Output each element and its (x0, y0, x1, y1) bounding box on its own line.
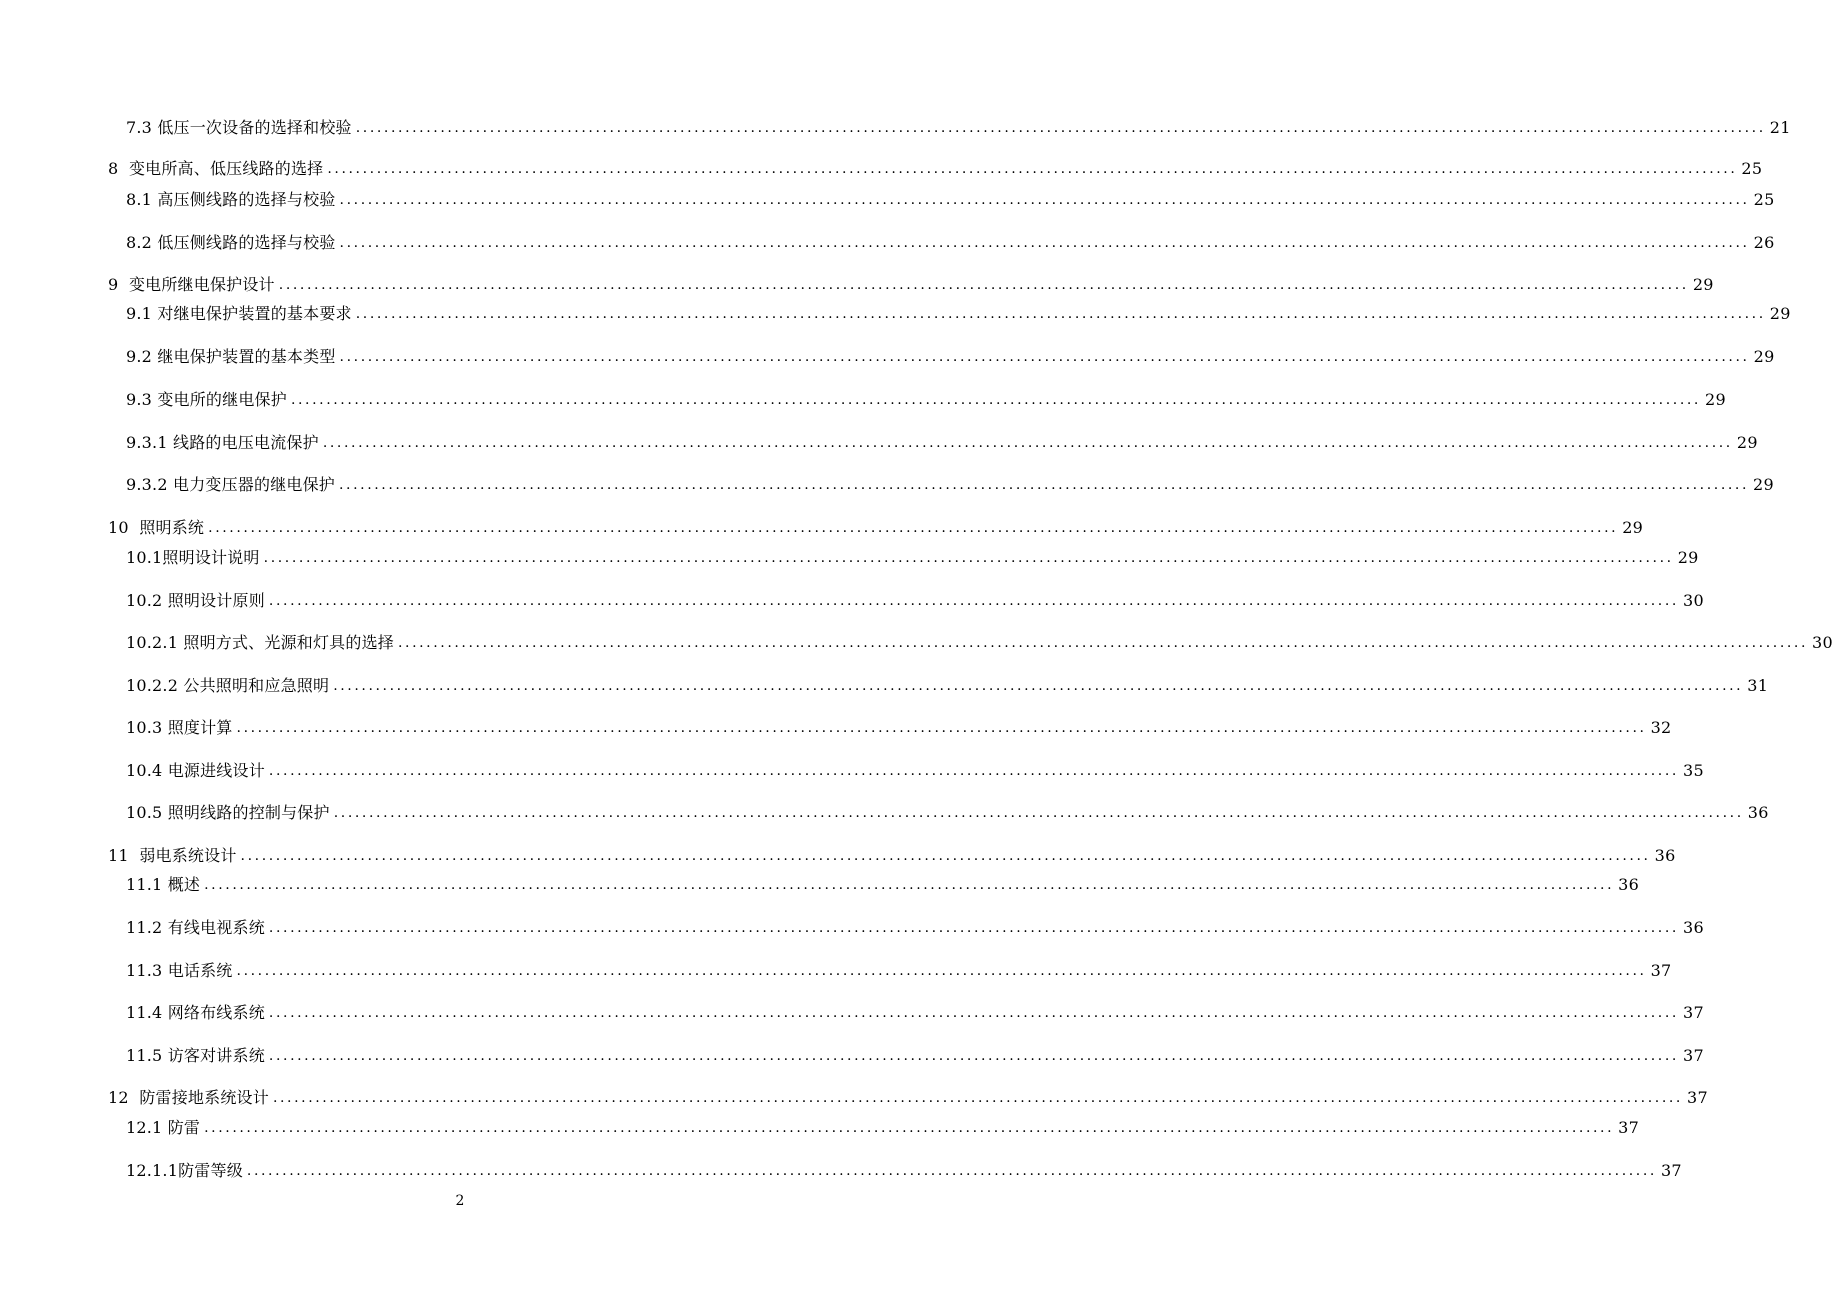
toc-entry-label: 9 变电所继电保护设计 (108, 275, 275, 294)
toc-entry[interactable] (126, 1042, 1704, 1066)
toc-entry-page: 30 (1682, 591, 1704, 610)
toc-entry-label: 7.3 低压一次设备的选择和校验 (126, 118, 352, 137)
toc-entry[interactable] (126, 957, 1672, 981)
toc-entry[interactable] (126, 343, 1775, 367)
toc-entry-page: 37 (1650, 961, 1672, 980)
toc-dot-leader: ........................................................................................................................................................................................................ (263, 550, 1674, 566)
toc-dot-leader: ........................................................................................................................................................................................................ (204, 877, 1615, 893)
toc-entry-label: 11.2 有线电视系统 (126, 918, 265, 937)
toc-dot-leader: ........................................................................................................................................................................................................ (272, 1090, 1683, 1106)
toc-dot-leader: ........................................................................................................................................................................................................ (397, 635, 1809, 651)
toc-dot-leader: ........................................................................................................................................................................................................ (268, 593, 1679, 609)
toc-entry-page: 36 (1618, 875, 1640, 894)
toc-entry-label: 12.1 防雷 (126, 1118, 201, 1137)
toc-entry[interactable] (126, 544, 1699, 568)
toc-dot-leader: ........................................................................................................................................................................................................ (278, 277, 1689, 293)
toc-entry-page: 29 (1677, 548, 1699, 567)
toc-entry-page: 35 (1682, 761, 1704, 780)
toc-entry[interactable] (126, 229, 1775, 253)
toc-entry-label: 11.1 概述 (126, 875, 201, 894)
toc-entry[interactable] (126, 1114, 1640, 1138)
toc-entry[interactable] (126, 871, 1640, 895)
toc-entry[interactable] (126, 757, 1704, 781)
toc-entry[interactable] (126, 471, 1775, 495)
toc-dot-leader: ........................................................................................................................................................................................................ (333, 678, 1744, 694)
toc-entry[interactable] (126, 186, 1775, 210)
toc-entry[interactable] (126, 587, 1704, 611)
toc-dot-leader: ........................................................................................................................................................................................................ (339, 192, 1750, 208)
toc-entry-page: 36 (1654, 846, 1676, 865)
toc-dot-leader: ........................................................................................................................................................................................................ (204, 1120, 1615, 1136)
toc-entry-label: 11 弱电系统设计 (108, 846, 237, 865)
toc-dot-leader: ........................................................................................................................................................................................................ (339, 477, 1750, 493)
toc-entry-label: 11.4 网络布线系统 (126, 1003, 265, 1022)
toc-entry-label: 10.1照明设计说明 (126, 548, 260, 567)
toc-entry[interactable] (108, 842, 1676, 866)
toc-dot-leader: ........................................................................................................................................................................................................ (268, 763, 1679, 779)
toc-entry-page: 36 (1747, 803, 1769, 822)
toc-entry-page: 29 (1736, 433, 1758, 452)
toc-entry-page: 29 (1769, 304, 1791, 323)
toc-entry-page: 30 (1812, 633, 1833, 652)
toc-dot-leader: ........................................................................................................................................................................................................ (268, 920, 1679, 936)
toc-dot-leader: ........................................................................................................................................................................................................ (355, 120, 1766, 136)
toc-entry-page: 31 (1747, 676, 1769, 695)
toc-entry-label: 8.1 高压侧线路的选择与校验 (126, 190, 336, 209)
toc-dot-leader: ........................................................................................................................................................................................................ (268, 1048, 1679, 1064)
toc-entry[interactable] (108, 1084, 1708, 1108)
toc-entry-label: 10.5 照明线路的控制与保护 (126, 803, 330, 822)
toc-entry-page: 25 (1753, 190, 1775, 209)
toc-entry-label: 9.3.2 电力变压器的继电保护 (126, 475, 335, 494)
toc-entry-label: 10.2.1 照明方式、光源和灯具的选择 (126, 633, 394, 652)
toc-entry-page: 37 (1660, 1161, 1682, 1180)
toc-entry-page: 36 (1682, 918, 1704, 937)
page-number: 2 (455, 1193, 465, 1209)
toc-dot-leader: ........................................................................................................................................................................................................ (240, 848, 1651, 864)
toc-dot-leader: ........................................................................................................................................................................................................ (333, 805, 1744, 821)
toc-dot-leader: ........................................................................................................................................................................................................ (268, 1005, 1679, 1021)
toc-dot-leader: ........................................................................................................................................................................................................ (339, 235, 1750, 251)
toc-entry-label: 9.2 继电保护装置的基本类型 (126, 347, 336, 366)
toc-dot-leader: ........................................................................................................................................................................................................ (327, 161, 1738, 177)
toc-entry-label: 11.3 电话系统 (126, 961, 233, 980)
toc-entry[interactable] (126, 672, 1769, 696)
toc-entry-page: 29 (1622, 518, 1644, 537)
toc-entry[interactable] (126, 300, 1791, 324)
toc-dot-leader: ........................................................................................................................................................................................................ (355, 306, 1766, 322)
toc-dot-leader: ........................................................................................................................................................................................................ (246, 1163, 1657, 1179)
toc-dot-leader: ........................................................................................................................................................................................................ (208, 520, 1619, 536)
toc-entry[interactable] (108, 514, 1644, 538)
toc-entry[interactable] (108, 271, 1714, 295)
toc-entry-page: 37 (1618, 1118, 1640, 1137)
toc-entry[interactable] (126, 714, 1672, 738)
toc-entry-label: 9.3 变电所的继电保护 (126, 390, 287, 409)
toc-entry[interactable] (126, 1157, 1682, 1181)
toc-entry-label: 10 照明系统 (108, 518, 205, 537)
toc-entry-label: 9.1 对继电保护装置的基本要求 (126, 304, 352, 323)
toc-entry-label: 10.2 照明设计原则 (126, 591, 265, 610)
toc-entry[interactable] (108, 155, 1763, 179)
toc-dot-leader: ........................................................................................................................................................................................................ (236, 963, 1647, 979)
toc-entry-label: 11.5 访客对讲系统 (126, 1046, 265, 1065)
toc-entry-page: 29 (1753, 347, 1775, 366)
toc-entry-label: 10.2.2 公共照明和应急照明 (126, 676, 330, 695)
toc-entry-page: 32 (1650, 718, 1672, 737)
toc-entry-page: 37 (1682, 1046, 1704, 1065)
toc-entry[interactable] (126, 914, 1704, 938)
toc-entry-label: 8.2 低压侧线路的选择与校验 (126, 233, 336, 252)
toc-entry[interactable] (126, 799, 1769, 823)
toc-entry-label: 12 防雷接地系统设计 (108, 1088, 269, 1107)
toc-entry-page: 37 (1686, 1088, 1708, 1107)
toc-dot-leader: ........................................................................................................................................................................................................ (236, 720, 1647, 736)
toc-entry[interactable] (126, 429, 1758, 453)
toc-entry[interactable] (126, 386, 1726, 410)
toc-entry-label: 9.3.1 线路的电压电流保护 (126, 433, 319, 452)
toc-dot-leader: ........................................................................................................................................................................................................ (339, 349, 1750, 365)
toc-entry-label: 10.4 电源进线设计 (126, 761, 265, 780)
toc-entry-page: 26 (1753, 233, 1775, 252)
toc-entry-page: 29 (1692, 275, 1714, 294)
toc-entry-page: 25 (1741, 159, 1763, 178)
toc-entry[interactable] (126, 999, 1704, 1023)
toc-entry-label: 12.1.1防雷等级 (126, 1161, 243, 1180)
toc-dot-leader: ........................................................................................................................................................................................................ (322, 435, 1733, 451)
toc-entry-page: 29 (1704, 390, 1726, 409)
toc-entry[interactable] (126, 629, 1833, 653)
toc-entry-page: 29 (1753, 475, 1775, 494)
toc-entry-page: 37 (1682, 1003, 1704, 1022)
toc-dot-leader: ........................................................................................................................................................................................................ (290, 392, 1701, 408)
toc-entry-page: 21 (1769, 118, 1791, 137)
toc-entry-label: 8 变电所高、低压线路的选择 (108, 159, 324, 178)
toc-entry[interactable] (126, 114, 1791, 138)
toc-entry-label: 10.3 照度计算 (126, 718, 233, 737)
